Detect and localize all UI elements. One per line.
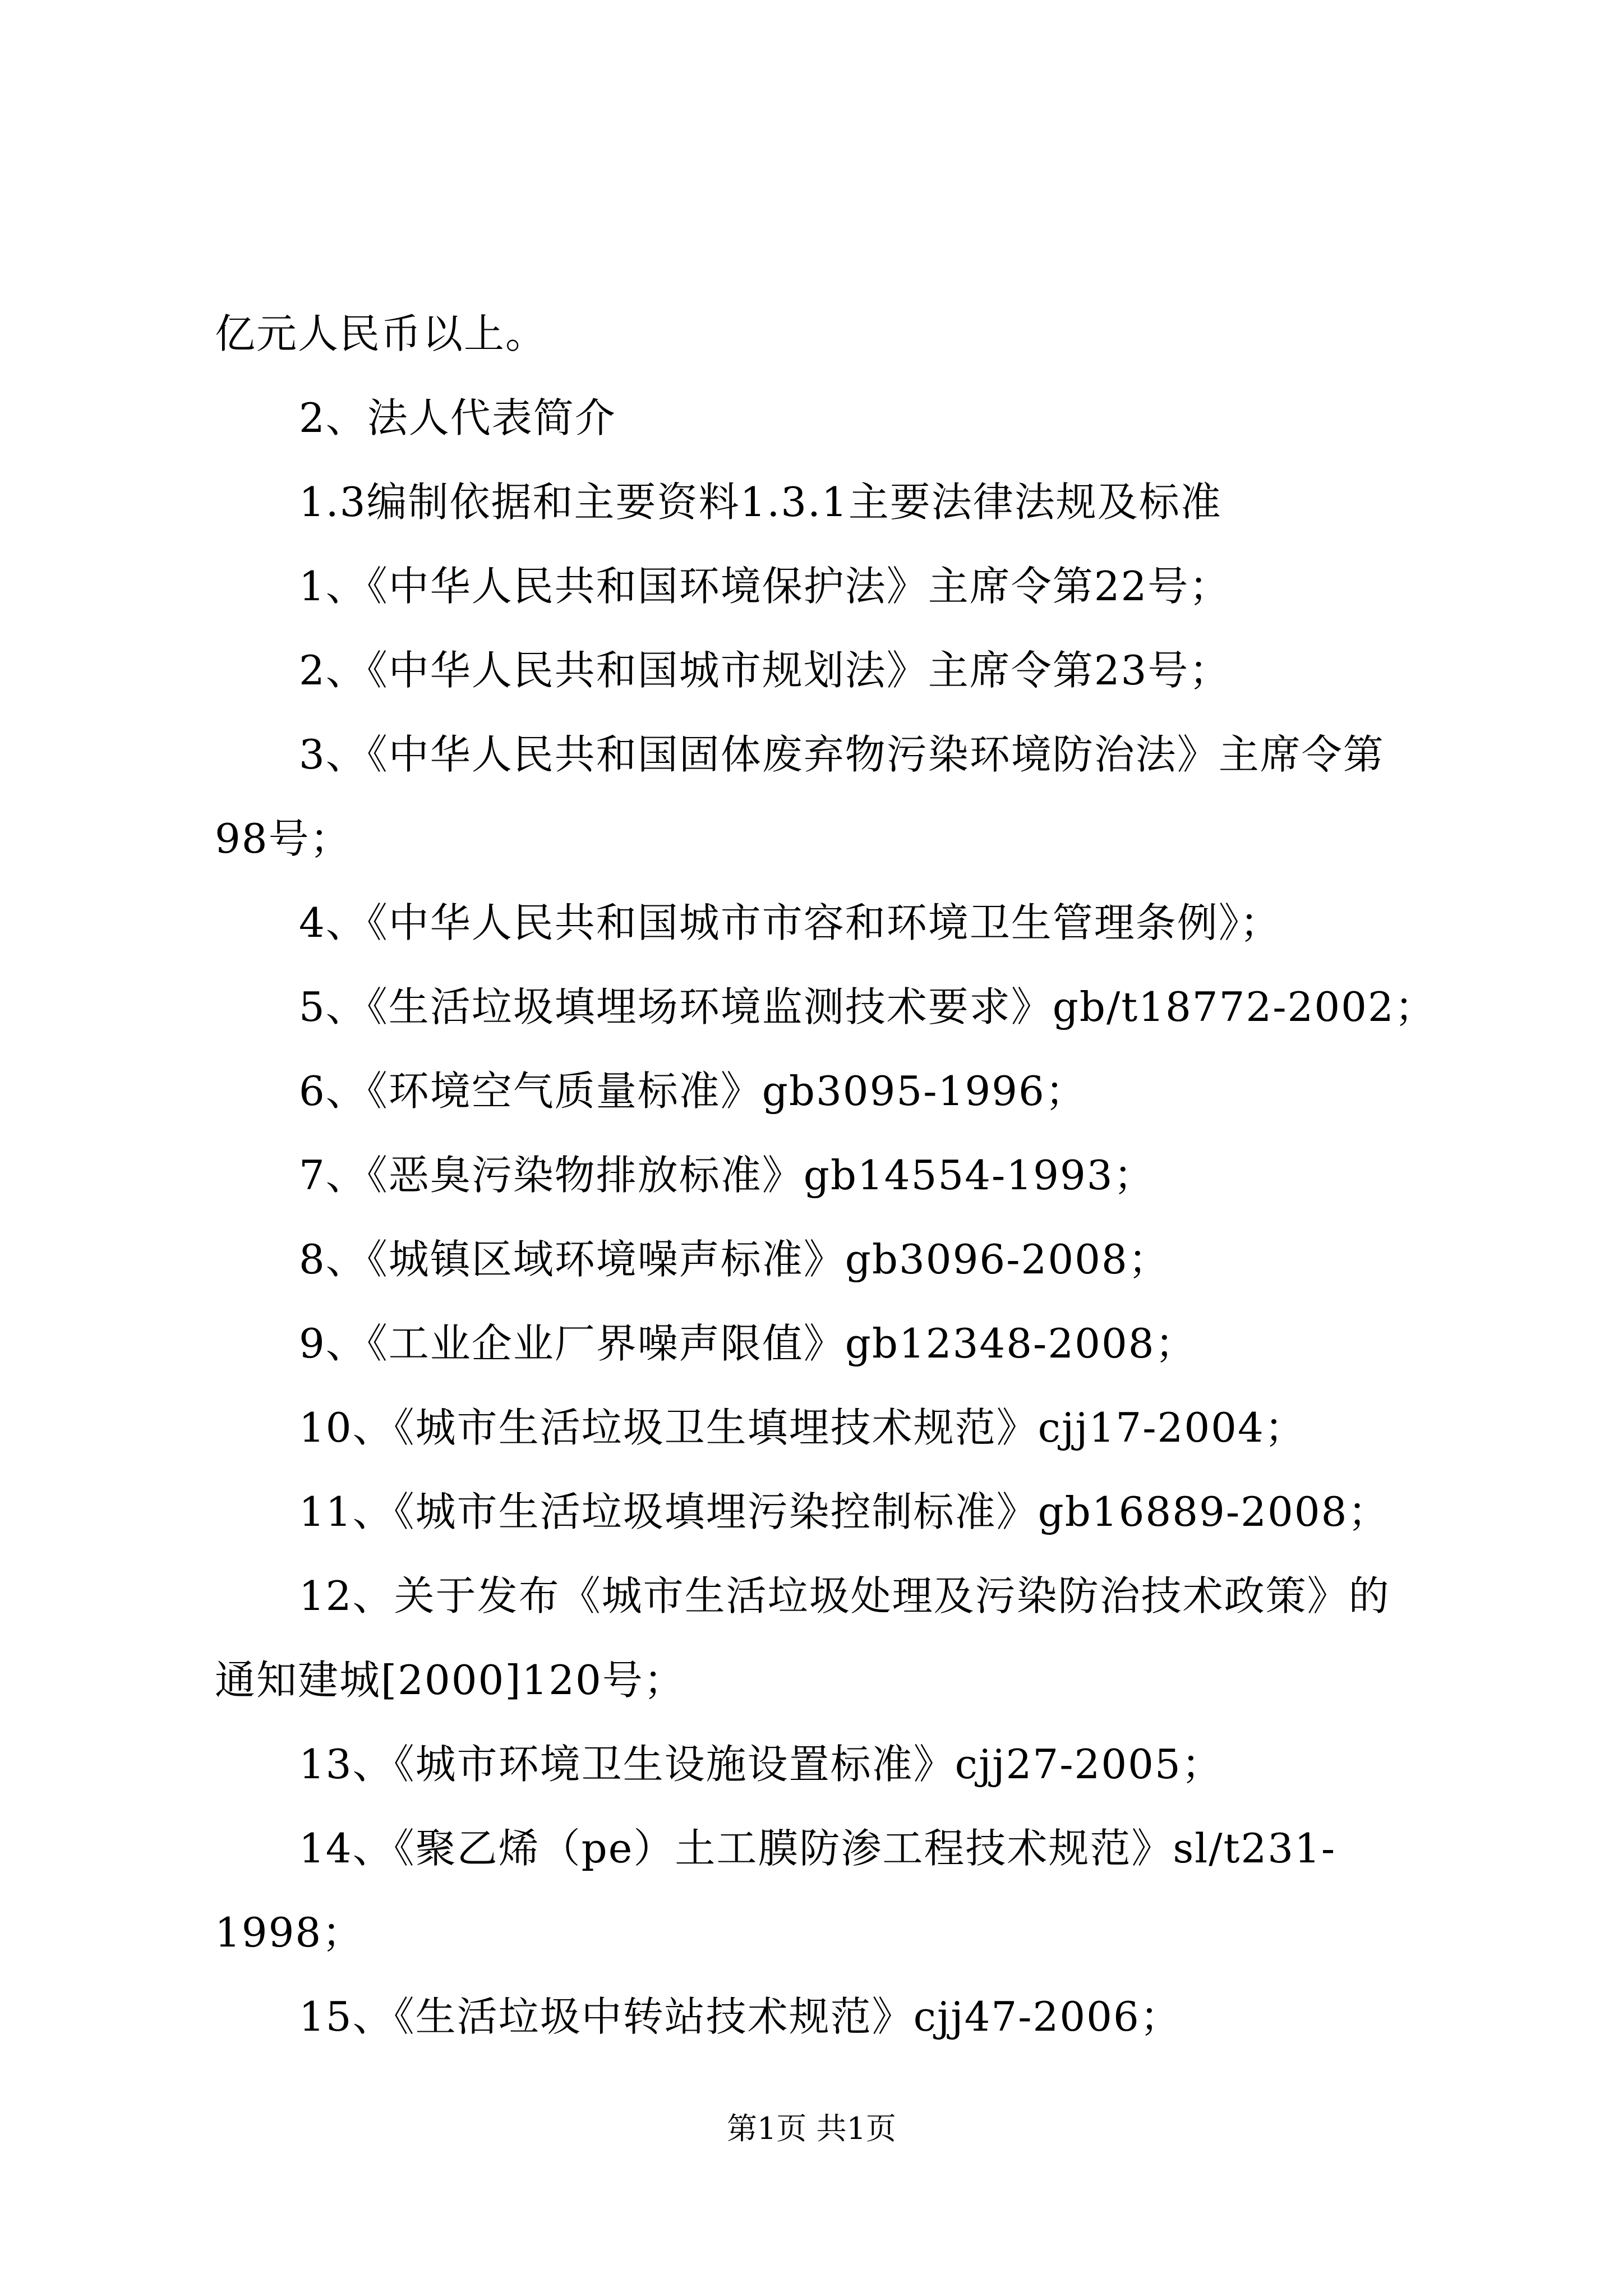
body-line: 亿元人民币以上。 (215, 310, 547, 357)
list-item: 6、《环境空气质量标准》gb3095-1996； (299, 1068, 1087, 1115)
page-footer: 第1页 共1页 (727, 2111, 896, 2146)
list-item: 1、《中华人民共和国环境保护法》主席令第22号； (299, 563, 1231, 610)
list-item-continuation: 98号； (215, 815, 352, 862)
list-item: 3、《中华人民共和国固体废弃物污染环境防治法》主席令第 (299, 731, 1385, 778)
list-item: 4、《中华人民共和国城市市容和环境卫生管理条例》； (299, 899, 1281, 946)
section-heading-legal-rep: 2、法人代表简介 (299, 394, 616, 441)
section-heading-basis: 1.3编制依据和主要资料1.3.1主要法律法规及标准 (299, 478, 1222, 526)
list-item: 9、《工业企业厂界噪声限值》gb12348-2008； (299, 1320, 1197, 1367)
document-body (215, 292, 1436, 2059)
list-item: 5、《生活垃圾填埋场环境监测技术要求》gb/t18772-2002； (299, 983, 1436, 1030)
list-item: 7、《恶臭污染物排放标准》gb14554-1993； (299, 1152, 1155, 1199)
list-item: 15、《生活垃圾中转站技术规范》cjj47-2006； (299, 1993, 1182, 2040)
list-item: 8、《城镇区域环境噪声标准》gb3096-2008； (299, 1236, 1170, 1283)
list-item: 11、《城市生活垃圾填埋污染控制标准》gb16889-2008； (299, 1488, 1390, 1535)
list-item: 14、《聚乙烯（pe）土工膜防渗工程技术规范》sl/t231- (299, 1825, 1336, 1872)
list-item: 2、《中华人民共和国城市规划法》主席令第23号； (299, 647, 1231, 694)
list-item-continuation: 通知建城[2000]120号； (215, 1657, 685, 1704)
list-item: 12、关于发布《城市生活垃圾处理及污染防治技术政策》的 (299, 1572, 1390, 1619)
list-item: 10、《城市生活垃圾卫生填埋技术规范》cjj17-2004； (299, 1404, 1306, 1451)
list-item-continuation: 1998； (215, 1909, 364, 1956)
list-item: 13、《城市环境卫生设施设置标准》cjj27-2005； (299, 1741, 1223, 1788)
